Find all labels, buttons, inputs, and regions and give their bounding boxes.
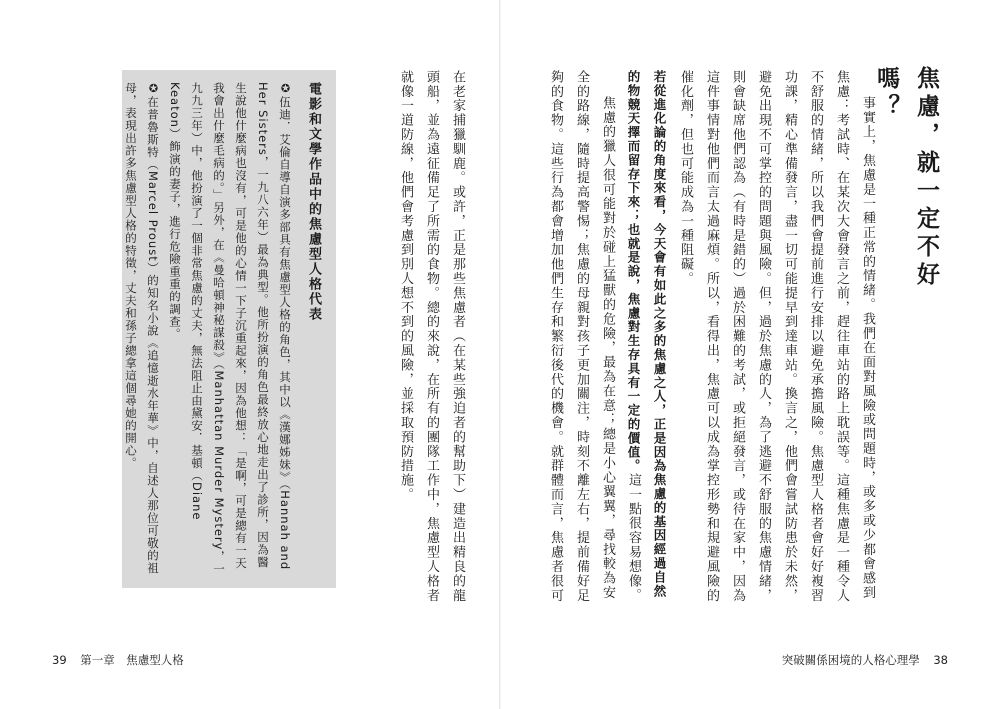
sidebar-title: 電影和文學作品中的焦慮型人格代表: [306, 82, 321, 322]
sidebar-content: [122, 82, 324, 576]
sidebar-item: [164, 82, 296, 576]
right-page-body: [548, 70, 880, 605]
page-number: 38: [933, 653, 948, 667]
page-gutter: [499, 0, 501, 709]
paragraph-tail: 這一點很容易想像。: [626, 473, 641, 603]
emphasized-text: 若從進化論的角度來看，今天會有如此之多的焦慮之人，正是因為焦慮的基因經過自然的物競天擇而留存下來；也就是說，焦慮對生存具有一定的價值。: [626, 70, 667, 599]
paragraph-evolution: [620, 70, 672, 605]
running-header-book-title: 突破關係困境的人格心理學: [781, 653, 920, 667]
sidebar-item-text: 在普魯斯特（Marcel Proust）的知名小說《追憶逝水年華》中，自述人那位可敬的祖母，表現出許多焦慮型人格的特徵，丈夫和孫子總拿這個尋她的開心。: [124, 82, 160, 575]
sidebar-box: [122, 70, 336, 588]
section-heading: 焦慮，就一定不好嗎？: [873, 66, 940, 290]
paragraph: 在老家捕獵馴鹿。或許，正是那些焦慮者（在某些強迫者的幫助下）建造出精良的龍頭船，並為遠征備足了所需的食物。總的來說，在所有的團隊工作中，焦慮型人格者就像一道防線，他們會考慮到別人想不到的風險，並採取預防措施。: [398, 70, 465, 603]
page-number: 39: [52, 653, 67, 667]
star-bullet-icon: ✪: [147, 82, 160, 96]
paragraph: 事實上，焦慮是一種正常的情緒。我們在面對風險或問題時，或多或少都會感到焦慮：考試時、在某次大會發言之前，趕往車站的路上耽誤等。這種焦慮是一種令人不舒服的情緒，所以我們會提前進行安排以避免承擔風險。焦慮型人格者會好好複習功課，精心準備發言，盡一切可能提早到達車站。換言之，他們會嘗試防患於未然，避免出現不可掌控的問題與風險。但，過於焦慮的人，為了逃避不舒服的焦慮情緒，則會缺席他們認為（有時是錯的）過於困難的考試，或拒絕發言，或待在家中，因為這件事情對他們而言太過麻煩。所以，看得出，焦慮可以成為掌控形勢和規避風險的催化劑，但也可能成為一種阻礙。: [678, 70, 875, 603]
sidebar-item-text: 伍迪．艾倫自導自演多部具有焦慮型人格的角色，其中以《漢娜姊妹》（Hannah and Her Sisters，一九八六年）最為典型。他所扮演的角色最終放心地走出了診所，因為醫生說他什麼病也沒有，可是他的心情一下子沉重起來，因為他想：「是啊，可是總有一天我會出什麼毛病的。」另外，在《曼哈頓神秘謀殺》（Manhattan Murder Mystery，一九九三年）中，他扮演了一個非常焦慮的丈夫，無法阻止由黛安．基頓（Diane Keaton）飾演的妻子，進行危險重重的調查。: [168, 82, 292, 576]
running-header-chapter: 第一章 焦慮型人格: [80, 653, 184, 667]
right-page-footer: [772, 652, 948, 668]
sidebar-item: [122, 82, 164, 576]
left-page-footer: [52, 652, 194, 668]
star-bullet-icon: ✪: [279, 82, 292, 96]
paragraph: 焦慮的獵人很可能對於碰上猛獸的危險，最為在意；總是小心翼翼，尋找較為安全的路線，隨時提高警惕；焦慮的母親對孩子更加關注，時刻不離左右，提前備好足夠的食物。這些行為都會增加他們生存和繁衍後代的機會。就群體而言，焦慮者很可: [548, 70, 615, 603]
left-page-body: [352, 70, 470, 605]
